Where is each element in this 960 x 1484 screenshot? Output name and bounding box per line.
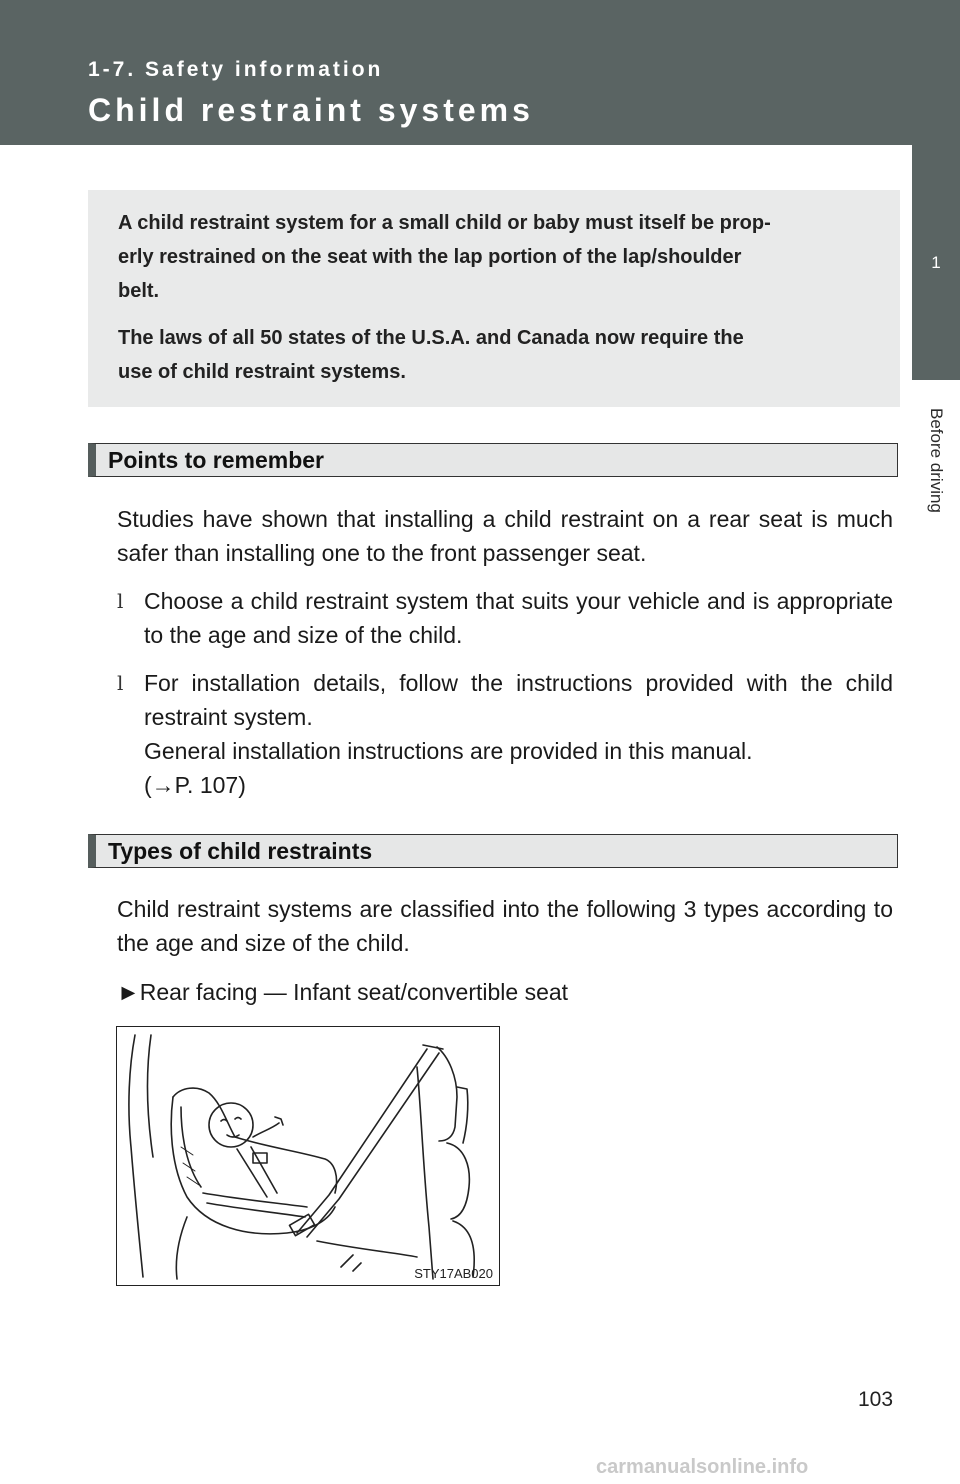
rear-facing-seat-illustration — [116, 1026, 500, 1286]
intro-p1-line-2: erly restrained on the seat with the lap portion of the lap/shoulder — [118, 246, 742, 268]
intro-p2-line-2: use of child restraint systems. — [118, 361, 406, 383]
watermark: carmanualsonline.info — [596, 1456, 809, 1478]
chapter-caption — [912, 380, 960, 540]
figure-code: STY17AB020 — [414, 1266, 493, 1281]
intro-p2-line-1: The laws of all 50 states of the U.S.A. and Canada now require the — [118, 327, 744, 349]
bullet-text-1: Choose a child restraint system that suits your vehicle and is appropriate to the age and size of the child. — [144, 588, 893, 648]
page-number: 103 — [858, 1388, 894, 1411]
bullet-2-line-2: General installation instructions are provided in this manual. — [144, 738, 753, 764]
chapter-tab[interactable] — [912, 145, 960, 380]
points-heading: Points to remember — [88, 443, 898, 477]
types-heading: Types of child restraints — [88, 834, 898, 868]
bullet-mark: l — [117, 671, 124, 695]
chapter-number: 1 — [931, 252, 941, 272]
bullet-text-2 — [144, 666, 893, 802]
bullet-item-2 — [117, 666, 893, 802]
infant-seat-drawing — [117, 1027, 499, 1285]
chapter-name: Before driving — [927, 407, 946, 513]
intro-box — [88, 190, 900, 407]
page-header — [0, 0, 960, 145]
intro-p1-line-1: A child restraint system for a small child or baby must itself be prop- — [118, 212, 771, 234]
page-title: Child restraint systems — [88, 92, 534, 128]
bullet-mark: l — [117, 589, 124, 613]
bullet-2-line-1: For installation details, follow the instructions provided with the child restraint system. — [144, 670, 893, 730]
intro-paragraph-2 — [118, 321, 864, 389]
type-item-rear-facing: ►Rear facing — Infant seat/convertible seat — [117, 979, 569, 1005]
types-body: Child restraint systems are classified into the following 3 types according to the age and size of the child. — [117, 896, 893, 956]
bullet-item-1 — [117, 584, 893, 652]
page-reference-link[interactable]: (→P. 107) — [144, 772, 246, 798]
section-label: 1-7. Safety information — [88, 58, 384, 81]
intro-p1-line-3: belt. — [118, 280, 160, 302]
intro-paragraph-1 — [118, 206, 864, 308]
points-body: Studies have shown that installing a child restraint on a rear seat is much safer than installing one to the front passenger seat. — [117, 506, 893, 566]
